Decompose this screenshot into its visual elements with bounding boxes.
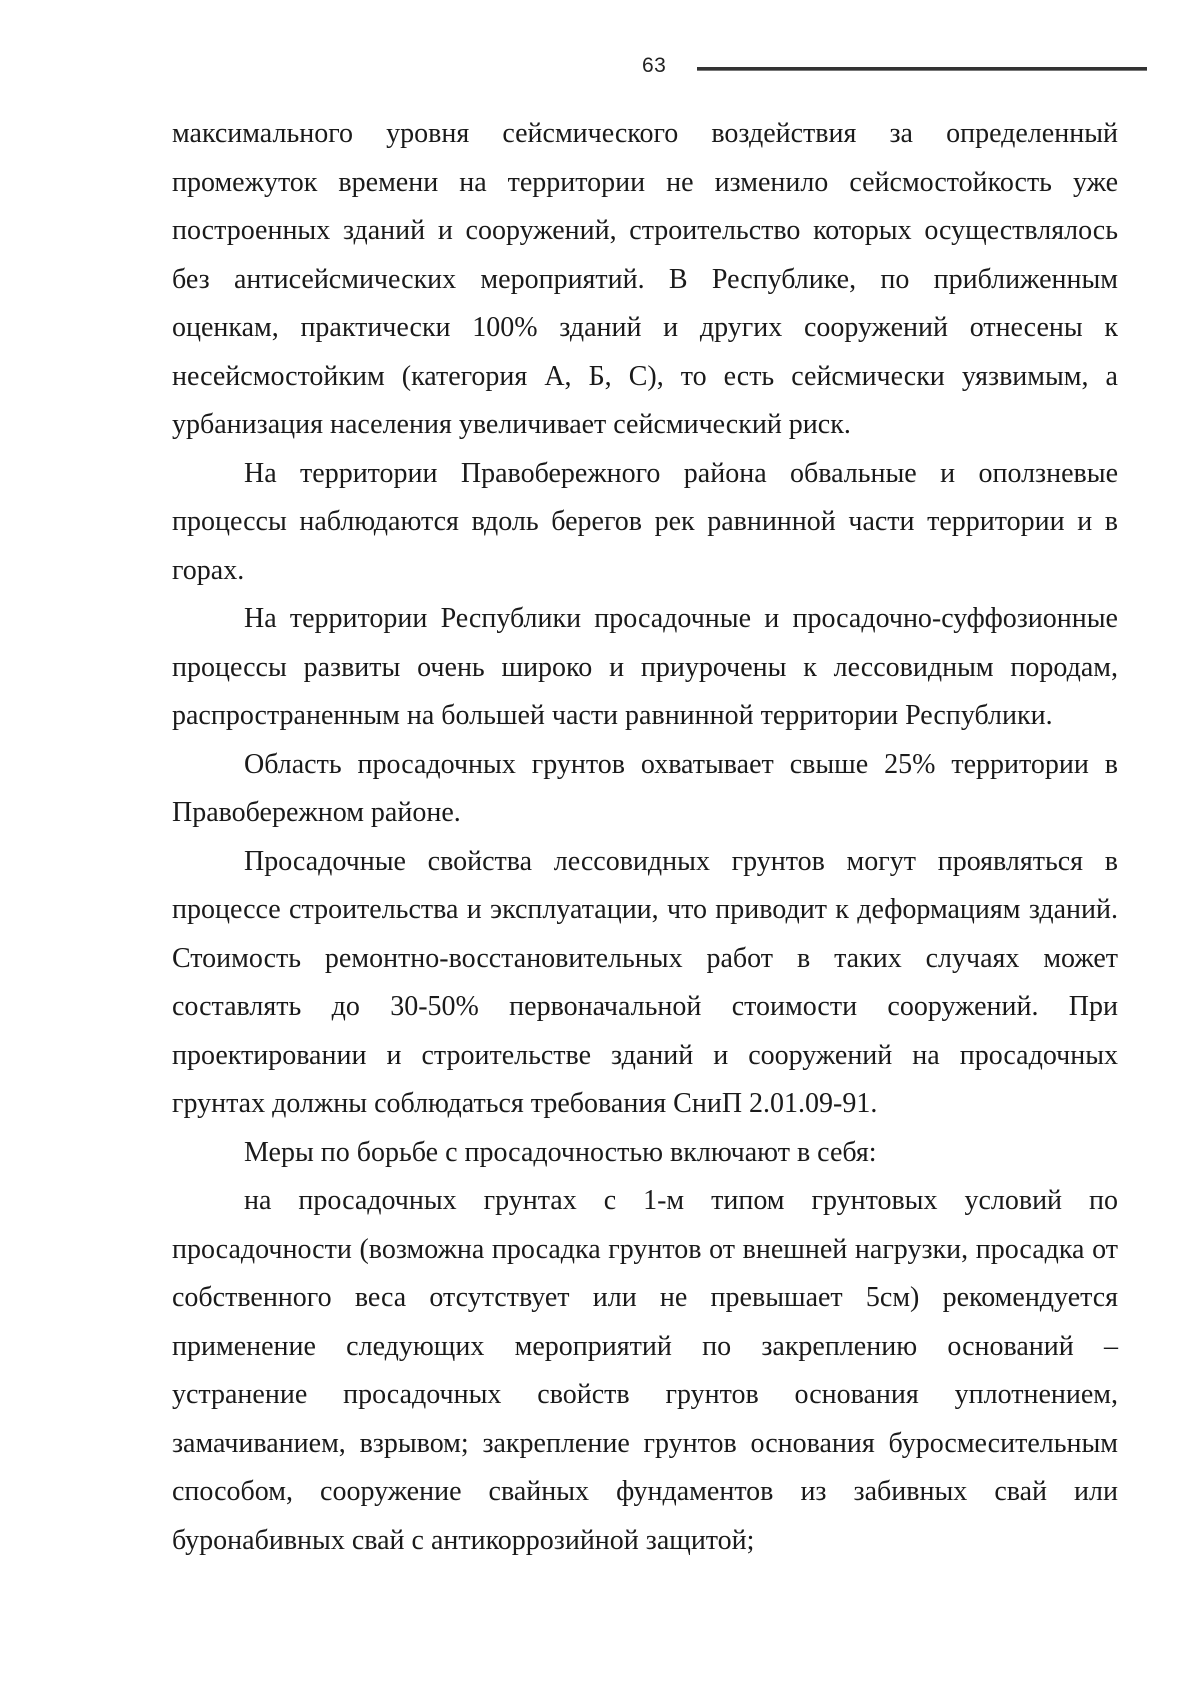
paragraph-subsidence-properties: Просадочные свойства лессовидных грунтов могут проявляться в процессе строительства и эксплуатации, что приводит к деформациям зданий. Стоимость ремонтно-восстановительных работ в таких случаях может составлять до 30-50% первоначальной стоимости сооружений. При проектировании и строительстве зданий и сооружений на просадочных грунтах должны соблюдаться требования СниП 2.01.09-91. bbox=[172, 845, 1118, 1119]
document-body bbox=[172, 110, 1118, 1565]
paragraph-seismic-continuation: максимального уровня сейсмического воздействия за определенный промежуток времени на территории не изменило сейсмостойкость уже построенных зданий и сооружений, строительство которых осуществлялось без антисейсмических мероприятий. В Республике, по приближенным оценкам, практически 100% зданий и других сооружений отнесены к несейсмостойким (категория А, Б, С), то есть сейсмически уязвимым, а урбанизация населения увеличивает сейсмический риск. bbox=[172, 118, 1118, 440]
page-number: 63 bbox=[642, 54, 667, 77]
paragraph-subsidence-area: Область просадочных грунтов охватывает свыше 25% территории в Правобережном районе. bbox=[172, 748, 1118, 828]
paragraph-landslides: На территории Правобережного района обвальные и оползневые процессы наблюдаются вдоль берегов рек равнинной части территории и в горах. bbox=[172, 457, 1118, 586]
paragraph-subsidence-processes: На территории Республики просадочные и просадочно-суффозионные процессы развиты очень широко и приурочены к лессовидным породам, распространенным на большей части равнинной территории Республики. bbox=[172, 603, 1118, 731]
paragraph-measures-type1: на просадочных грунтах с 1-м типом грунтовых условий по просадочности (возможна просадка грунтов от внешней нагрузки, просадка от собственного веса отсутствует или не превышает 5см) рекомендуется применение следующих мероприятий по закреплению оснований – устранение просадочных свойств грунтов основания уплотнением, замачиванием, взрывом; закрепление грунтов основания буросмесительным способом, сооружение свайных фундаментов из забивных свай или буронабивных свай с антикоррозийной защитой; bbox=[172, 1185, 1118, 1556]
paragraph-measures-intro: Меры по борьбе с просадочностью включают в себя: bbox=[244, 1136, 877, 1168]
header-rule bbox=[697, 67, 1147, 71]
page-header bbox=[0, 52, 1200, 82]
